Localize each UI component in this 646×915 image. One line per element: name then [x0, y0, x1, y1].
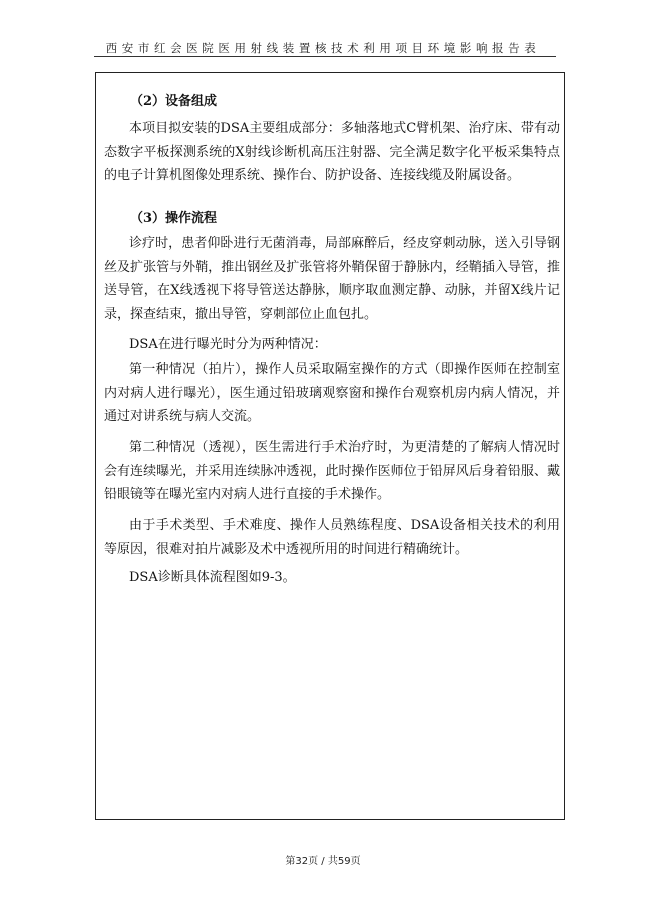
paragraph-case-two-fluoroscopy: 第二种情况（透视），医生需进行手术治疗时，为更清楚的了解病人情况时会有连续曝光，并采用连续脉冲透视，此时操作医师位于铅屏风后身着铅服、戴铅眼镜等在曝光室内对病人进行直接的手术操作。: [104, 440, 560, 502]
paragraph-equipment-composition: 本项目拟安装的DSA主要组成部分：多轴落地式C臂机架、治疗床、带有动态数字平板探测系统的X射线诊断机高压注射器、完全满足数字化平板采集特点的电子计算机图像处理系统、操作台、防护设备、连接线缆及附属设备。: [104, 121, 560, 183]
header-divider: [94, 56, 556, 57]
paragraph-case-one-radiography: 第一种情况（拍片），操作人员采取隔室操作的方式（即操作医师在控制室内对病人进行曝光），医生通过铅玻璃观察窗和操作台观察机房内病人情况，并通过对讲系统与病人交流。: [104, 362, 560, 424]
paragraph-diagnosis-procedure: 诊疗时，患者仰卧进行无菌消毒，局部麻醉后，经皮穿刺动脉，送入引导钢丝及扩张管与外鞘，推出钢丝及扩张管将外鞘保留于静脉内，经鞘插入导管，推送导管，在X线透视下将导管送达静脉，顺序取血测定静、动脉，并留X线片记录，探查结束，撤出导管，穿刺部位止血包扎。: [104, 236, 560, 322]
page-number: 第32页 / 共59页: [285, 856, 361, 867]
running-header-title: 西安市红会医院医用射线装置核技术利用项目环境影响报告表: [105, 41, 541, 55]
heading-operation-process: （3）操作流程: [130, 211, 218, 226]
paragraph-exposure-cases-intro: DSA在进行曝光时分为两种情况：: [129, 337, 327, 352]
heading-equipment-composition: （2）设备组成: [130, 94, 218, 109]
paragraph-flowchart-reference: DSA诊断具体流程图如9-3。: [129, 570, 296, 585]
paragraph-time-statistics: 由于手术类型、手术难度、操作人员熟练程度、DSA设备相关技术的利用等原因，很难对拍片减影及术中透视所用的时间进行精确统计。: [104, 518, 560, 557]
